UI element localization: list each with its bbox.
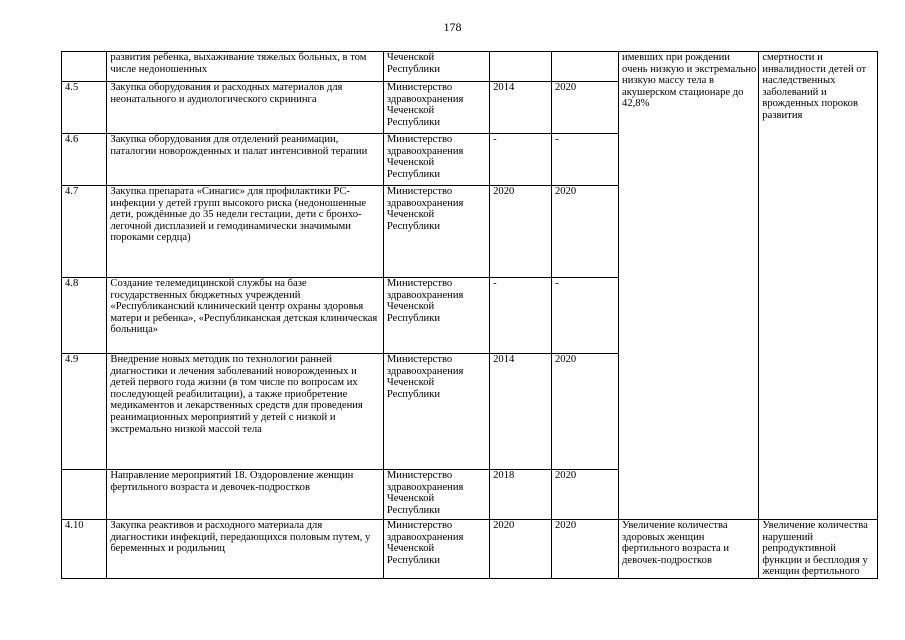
row-number: 4.8: [62, 278, 107, 354]
target-indicator: Увеличение количества нарушений репродуктивной функции и бесплодия у женщин фертильного: [759, 520, 878, 579]
measure-name: развития ребенка, выхаживание тяжелых больных, в том числе недоношенных: [107, 52, 383, 82]
measure-name: Создание телемедицинской службы на базе государственных бюджетных учреждений «Республиканский клинический центр охраны здоровья матери и ребенка», «Республиканская детская клиническая больница»: [107, 278, 383, 354]
measure-name: Направление мероприятий 18. Оздоровление женщин фертильного возраста и девочек-подростков: [107, 470, 383, 520]
year-start: -: [490, 134, 552, 186]
executor: Министерство здравоохранения Чеченской Республики: [383, 354, 489, 470]
measure-name: Закупка оборудования для отделений реанимации, паталогии новорожденных и палат интенсивной терапии: [107, 134, 383, 186]
year-start: 2014: [490, 354, 552, 470]
executor: Министерство здравоохранения Чеченской Республики: [383, 134, 489, 186]
year-end: 2020: [552, 186, 619, 278]
row-number: 4.7: [62, 186, 107, 278]
year-end: 2020: [552, 520, 619, 579]
row-number: 4.5: [62, 82, 107, 134]
year-end: -: [552, 134, 619, 186]
row-number: [62, 470, 107, 520]
executor: Министерство здравоохранения Чеченской Республики: [383, 520, 489, 579]
target-indicator: смертности и инвалидности детей от наследственных заболеваний и врожденных пороков развития: [759, 52, 878, 520]
row-number: 4.9: [62, 354, 107, 470]
expected-result: имевших при рождении очень низкую и экстремально низкую массу тела в акушерском стационаре до 42,8%: [619, 52, 759, 520]
executor: Чеченской Республики: [383, 52, 489, 82]
executor: Министерство здравоохранения Чеченской Республики: [383, 470, 489, 520]
executor: Министерство здравоохранения Чеченской Республики: [383, 82, 489, 134]
year-end: 2020: [552, 470, 619, 520]
measure-name: Закупка препарата «Синагис» для профилактики РС-инфекции у детей групп высокого риска (недоношенные дети, рождённые до 35 недели гестации, дети с бронхо-легочной дисплазией и гемодинамически значимыми пороками сердца): [107, 186, 383, 278]
table-row: [62, 520, 878, 579]
year-start: 2014: [490, 82, 552, 134]
year-start: [490, 52, 552, 82]
page-number: 178: [443, 20, 462, 34]
measure-name: Закупка реактивов и расходного материала для диагностики инфекций, передающихся половым путем, у беременных и родильниц: [107, 520, 383, 579]
year-start: 2018: [490, 470, 552, 520]
row-number: 4.10: [62, 520, 107, 579]
year-end: 2020: [552, 82, 619, 134]
year-end: 2020: [552, 354, 619, 470]
executor: Министерство здравоохранения Чеченской Республики: [383, 278, 489, 354]
year-start: 2020: [490, 186, 552, 278]
year-start: 2020: [490, 520, 552, 579]
measure-name: Внедрение новых методик по технологии ранней диагностики и лечения заболеваний новорожденных и детей первого года жизни (в том числе по вопросам их последующей реабилитации), а также приобретение медикаментов и лекарственных средств для проведения реанимационных мероприятий у детей с низкой и экстремально низкой массой тела: [107, 354, 383, 470]
row-number: 4.6: [62, 134, 107, 186]
year-end: [552, 52, 619, 82]
expected-result: Увеличение количества здоровых женщин фертильного возраста и девочек-подростков: [619, 520, 759, 579]
year-start: -: [490, 278, 552, 354]
measure-name: Закупка оборудования и расходных материалов для неонатального и аудиологического скрининга: [107, 82, 383, 134]
table-row: [62, 52, 878, 82]
year-end: -: [552, 278, 619, 354]
row-number: [62, 52, 107, 82]
executor: Министерство здравоохранения Чеченской Республики: [383, 186, 489, 278]
measures-table: [61, 51, 878, 579]
